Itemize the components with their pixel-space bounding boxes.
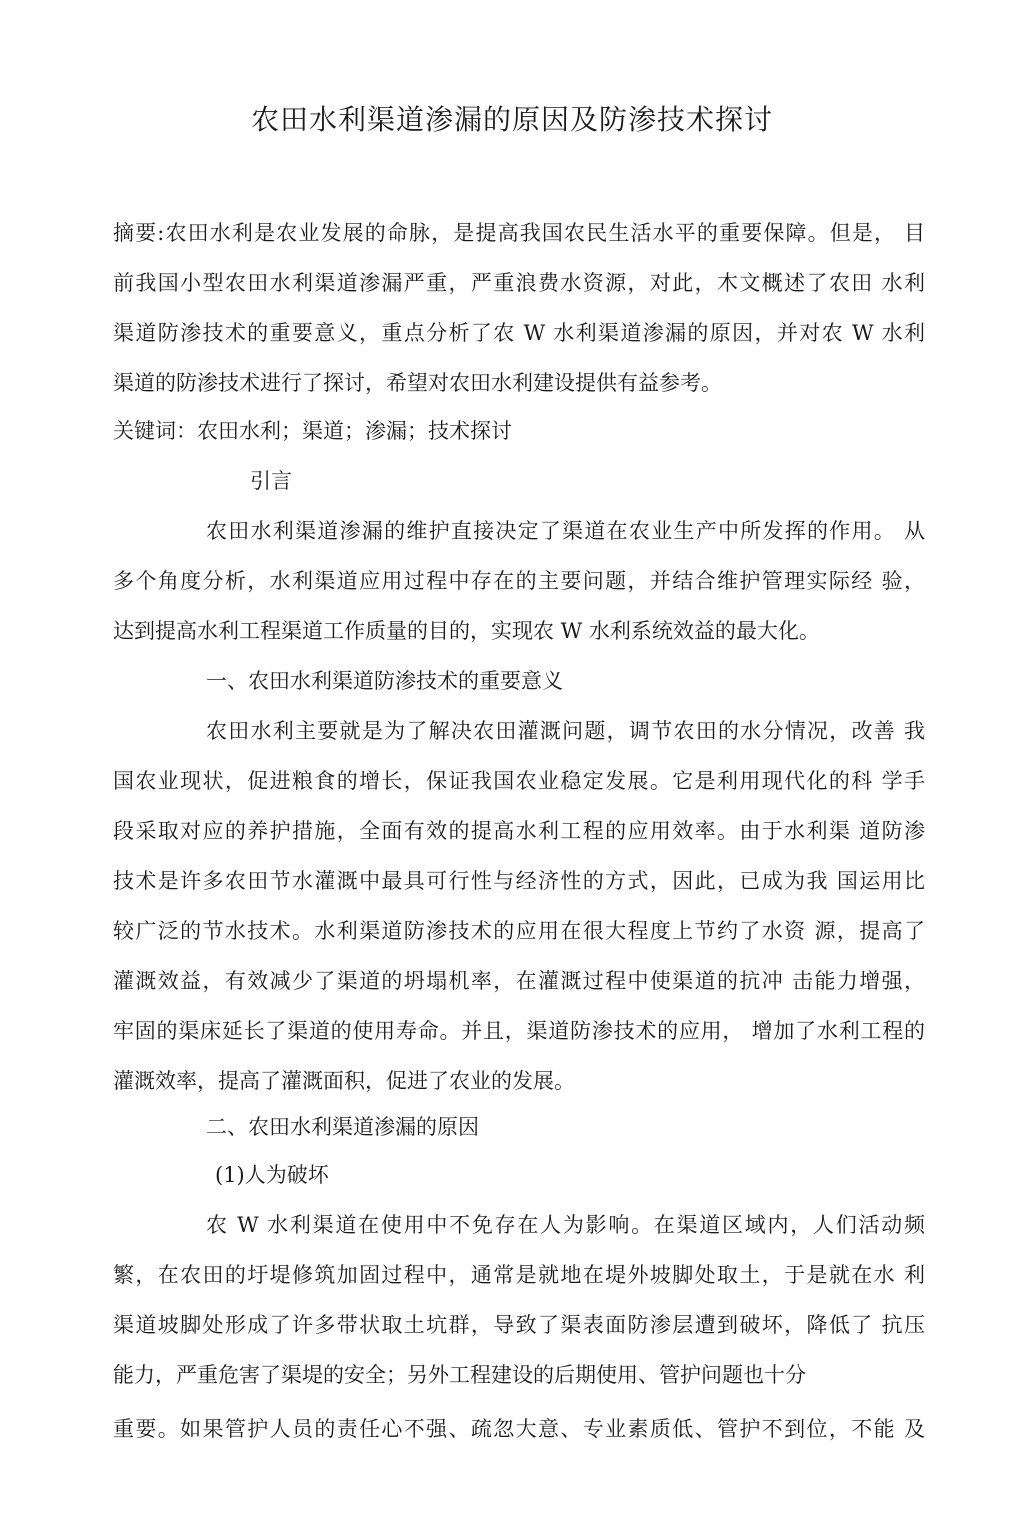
subsection1-line: 重要。如果管护人员的责任心不强、疏忽大意、专业素质低、管护不到位，不能 及	[113, 1417, 925, 1441]
subsection1-line: 渠道坡脚处形成了许多带状取土坑群，导致了渠表面防渗层遭到破坏，降低了 抗压	[113, 1313, 925, 1337]
intro-line: 农田水利渠道渗漏的维护直接决定了渠道在农业生产中所发挥的作用。 从	[206, 519, 925, 543]
subsection1-paragraph	[113, 1200, 925, 1454]
section1-paragraph	[113, 706, 925, 1106]
intro-heading	[250, 456, 550, 506]
document-title: 农田水利渠道渗漏的原因及防渗技术探讨	[250, 103, 773, 136]
abstract-line: 摘要:农田水利是农业发展的命脉，是提高我国农民生活水平的重要保障。但是， 目	[113, 221, 925, 245]
subsection1-line: 能力，严重危害了渠堤的安全；另外工程建设的后期使用、管护问题也十分	[113, 1363, 806, 1387]
subsection1-heading	[215, 1150, 515, 1200]
section1-line: 灌溉效益，有效减少了渠道的坍塌机率，在灌溉过程中使渠道的抗冲 击能力增强，	[113, 969, 925, 993]
section2-heading	[113, 1102, 925, 1152]
section1-heading-text: 一、农田水利渠道防渗技术的重要意义	[206, 669, 563, 693]
abstract-line: 渠道的防渗技术进行了探讨，希望对农田水利建设提供有益参考。	[113, 371, 722, 395]
section1-line: 技术是许多农田节水灌溉中最具可行性与经济性的方式，因此，已成为我 国运用比	[113, 869, 925, 893]
section1-line: 国农业现状，促进粮食的增长，保证我国农业稳定发展。它是利用现代化的科 学手	[113, 769, 925, 793]
section1-heading	[113, 656, 925, 706]
section1-line: 农田水利主要就是为了解决农田灌溉问题，调节农田的水分情况，改善 我	[206, 719, 925, 743]
intro-paragraph	[113, 506, 925, 656]
intro-line: 多个角度分析，水利渠道应用过程中存在的主要问题，并结合维护管理实际经 验，	[113, 569, 925, 593]
abstract-paragraph	[113, 208, 925, 408]
keywords-text: 关键词：农田水利；渠道；渗漏；技术探讨	[113, 419, 512, 443]
intro-line: 达到提高水利工程渠道工作质量的目的，实现农 W 水利系统效益的最大化。	[113, 619, 820, 643]
abstract-line: 前我国小型农田水利渠道渗漏严重，严重浪费水资源，对此，木文概述了农田 水利	[113, 271, 925, 295]
subsection1-line: 农 W 水利渠道在使用中不免存在人为影响。在渠道区域内，人们活动频	[206, 1213, 925, 1237]
section1-line: 段采取对应的养护措施，全面有效的提高水利工程的应用效率。由于水利渠 道防渗	[113, 819, 925, 843]
section1-line: 较广泛的节水技术。水利渠道防渗技术的应用在很大程度上节约了水资 源，提高了	[113, 919, 925, 943]
section1-line: 牢固的渠床延长了渠道的使用寿命。并且，渠道防渗技术的应用， 增加了水利工程的	[113, 1019, 925, 1043]
intro-heading-text: 引言	[250, 469, 292, 493]
section2-heading-text: 二、农田水利渠道渗漏的原因	[206, 1115, 479, 1139]
subsection1-heading-text: (1)人为破坏	[215, 1163, 329, 1187]
section1-line: 灌溉效率，提高了灌溉面积，促进了农业的发展。	[113, 1069, 575, 1093]
subsection1-line: 繁，在农田的圩堤修筑加固过程中，通常是就地在堤外坡脚处取土，于是就在水 利	[113, 1263, 925, 1287]
keywords-line	[113, 406, 925, 456]
abstract-line: 渠道防渗技术的重要意义，重点分析了农 W 水利渠道渗漏的原因，并对农 W 水利	[113, 321, 925, 345]
